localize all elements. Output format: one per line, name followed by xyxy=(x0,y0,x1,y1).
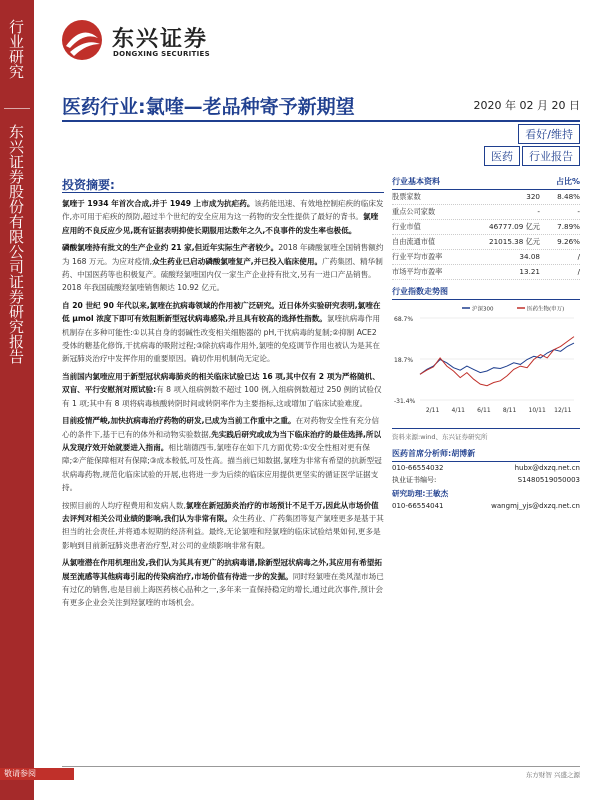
report-date: 2020 年 02 月 20 日 xyxy=(473,99,580,112)
abstract-paragraph: 从氯喹潜在作用机理出发,我们认为其具有更广的抗病毒谱,除新型冠状病毒之外,其应用有希望拓展至流感等其他病毒引起的传染病治疗,市场价值有待进一步的发掘。同时羟氯喹在类风湿市场已有过亿的销售,也是目前上海医药核心品种之一,多年来一直保持稳定的增长,通过此次事件,预计会有更多企业会关注到羟氯喹的市场机会。 xyxy=(62,558,384,608)
x-tick-label: 12/11 xyxy=(554,407,572,414)
logo-cn-text: 东兴证券 xyxy=(112,27,209,52)
researcher-email: wangmj_yjs@dxzq.net.cn xyxy=(491,502,580,510)
rating-badge: 看好/维持 xyxy=(518,124,580,144)
header-divider xyxy=(62,120,580,122)
legend-label: 医药生物(申万) xyxy=(527,306,565,313)
researcher-phone: 010-66554041 xyxy=(392,502,444,510)
footer-divider xyxy=(62,766,580,767)
basic-info-cell: 320 xyxy=(526,192,540,201)
rating-row xyxy=(420,124,580,144)
abstract-title: 投资摘要: xyxy=(62,178,115,192)
report-type-badge: 行业报告 xyxy=(522,146,580,166)
right-panel xyxy=(392,176,580,512)
basic-info-table xyxy=(392,190,580,280)
x-tick-label: 2/11 xyxy=(425,407,440,414)
abstract-paragraph: 按照目前的人均疗程费用和发病人数,氯喹在新冠肺炎治疗的市场预计不足千万,因此从市场价值去评判对相关公司业绩的影响,我们认为非常有限。众生药业、广药集团等复产氯喹更多是基于其担当的社会责任,并将通本短期的经济利益。最终,无论氯喹和羟氯喹的临床试验结果如何,更多是影响到目前新冠肺炎患者治疗型,对公司的业绩影响非常有限。 xyxy=(62,500,384,550)
abstract-paragraph: 自 20 世纪 90 年代以来,氯喹在抗病毒领域的作用被广泛研究。近日体外实验研究表明,氯喹在低 μmol 浓度下即可有效阻断新型冠状病毒感染,并且具有较高的选择性指数。氯喹抗病毒作用机制存在多种可能性:①以其自身的弱碱性改变相关细胞器的 pH,干扰病毒的复制;②抑制 ACE2 受体的糖基化修饰,干扰病毒的吸附过程;③除抗病毒作用外,氯喹的免疫调节作用也被认为是其在新冠肺炎治疗中发挥作用的重要原因。确切作用机制尚无定论。 xyxy=(62,300,381,364)
basic-info-cell: 行业市值 xyxy=(392,222,421,231)
y-tick-label: 68.7% xyxy=(394,316,414,323)
basic-info-cell: 9.26% xyxy=(557,237,580,246)
analyst-cert-row xyxy=(392,474,580,486)
sidebar-top-label: 行 业 研 究 xyxy=(8,18,25,81)
basic-info-cell: 市场平均市盈率 xyxy=(392,267,443,276)
basic-info-row xyxy=(392,265,580,280)
basic-info-cell: 行业平均市盈率 xyxy=(392,252,443,261)
researcher-contact-row xyxy=(392,500,580,512)
sidebar xyxy=(0,0,34,800)
analyst-email: hubx@dxzq.net.cn xyxy=(514,464,580,472)
researcher-name: 研究助理:王敏杰 xyxy=(392,489,449,498)
company-logo xyxy=(60,18,240,68)
logo-en-text: DONGXING SECURITIES xyxy=(113,50,210,58)
chart-title: 行业指数走势图 xyxy=(392,287,448,296)
report-title: 医药行业:氯喹—老品种寄予新期望 xyxy=(62,96,355,118)
report-tags xyxy=(420,124,580,166)
basic-info-title: 行业基本资料 xyxy=(392,177,440,186)
basic-info-pct-header: 占比% xyxy=(555,177,580,186)
x-tick-label: 8/11 xyxy=(502,407,517,414)
basic-info-cell: 8.48% xyxy=(557,192,580,201)
basic-info-cell: 重点公司家数 xyxy=(392,207,436,216)
sector-row xyxy=(420,146,580,166)
abstract-paragraph: 目前疫情严峻,加快抗病毒治疗药物的研发,已成为当前工作重中之重。在对药物安全性有充分信心的条件下,基于已有的体外和动物实验数据,先实践后研究或成为当下临床治疗的最佳选择,所以从发现疗效开始就要进入指南。相比瑞德西韦,氯喹存在如下几方面优势:①安全性相对更有保障;②产能保障相对有保障;③成本較低,可及性高。描当前已知数据,氯喹为非常有希望的抗新型冠状病毒药物,规范化临床试验的开展,也将进一步为后续的临床应用提供更坚实的循证医学证据支持。 xyxy=(62,416,382,493)
analyst-contact-row xyxy=(392,462,580,474)
index-chart xyxy=(392,300,580,429)
footer-slogan: 东方财智 兴盛之源 xyxy=(525,771,580,779)
x-tick-label: 6/11 xyxy=(477,407,491,414)
basic-info-cell: 46777.09 亿元 xyxy=(489,222,540,231)
chart-source: 资料来源:wind、东兴证券研究所 xyxy=(392,433,488,441)
abstract-paragraph: 当前国内氯喹应用于新型冠状病毒肺炎的相关临床试验已达 16 项,其中仅有 2 项为严格随机、双盲、平行安慰剂对照试验:有 8 项入组病例数不超过 100 例,入组病例数超过 250 例的试验仅有 1 项;其中有 8 项将病毒核酸转阴时间或转阴率作为主要指标,这或增加了临床试验难度。 xyxy=(62,371,382,408)
basic-info-cell: 34.08 xyxy=(519,252,540,261)
footer-left-label: 敬请参阅 xyxy=(0,768,74,780)
basic-info-cell: - xyxy=(537,207,540,216)
logo-emblem-icon xyxy=(60,18,104,62)
abstract-divider xyxy=(62,192,384,193)
sidebar-divider xyxy=(4,108,30,109)
index-chart-svg xyxy=(392,300,580,428)
basic-info-row xyxy=(392,220,580,235)
basic-info-cell: 21015.38 亿元 xyxy=(489,237,540,246)
sidebar-bottom-label: 东 兴 证 券 股 份 有 限 公 司 证 券 研 究 报 告 xyxy=(8,123,25,366)
y-tick-label: 18.7% xyxy=(394,357,414,364)
abstract-body xyxy=(62,197,384,614)
analyst-cert-number: S1480519050003 xyxy=(517,476,580,484)
abstract-paragraph: 磷酸氯喹持有批文的生产企业约 21 家,但近年实际生产者较少。2018 年磷酸氯喹全国销售额约为 168 万元。为应对疫情,众生药业已启动磷酸氯喹复产,并已投入临床使用。广药集团、精华制药、中国医药等也积极复产。硫酸羟氯喹国内仅一家生产企业持有批文,另有一进口产品销售。2018 年我国硫酸羟氯喹销售额达 10.92 亿元。 xyxy=(62,243,384,293)
analyst-phone: 010-66554032 xyxy=(392,464,444,472)
analyst-title: 医药首席分析师:胡博新 xyxy=(392,444,580,462)
sector-badge: 医药 xyxy=(484,146,520,166)
basic-info-row xyxy=(392,205,580,220)
x-tick-label: 10/11 xyxy=(528,407,546,414)
basic-info-cell: / xyxy=(577,267,580,276)
series-line xyxy=(420,343,574,374)
y-tick-label: -31.4% xyxy=(394,398,416,405)
basic-info-cell: 自由流通市值 xyxy=(392,237,436,246)
x-tick-label: 4/11 xyxy=(451,407,465,414)
sidebar-bottom xyxy=(0,125,34,365)
legend-label: 沪深300 xyxy=(472,306,494,313)
series-line xyxy=(420,337,574,386)
chart-header xyxy=(392,286,580,300)
basic-info-row xyxy=(392,250,580,265)
sidebar-top xyxy=(0,0,34,100)
analyst-cert-label: 执业证书编号: xyxy=(392,476,437,484)
abstract-paragraph: 氯喹于 1934 年首次合成,并于 1949 上市成为抗疟药。该药能迅速、有效地控制疟疾的临床发作,亦可用于疟疾的预防,超过半个世纪的安全应用为这一药物的安全性提供了最好的背书。氯喹应用的不良反应少见,既有证据表明抑使长期服用达数年之久,不良事件的发生率也极低。 xyxy=(62,199,384,235)
basic-info-cell: / xyxy=(577,252,580,261)
basic-info-header xyxy=(392,176,580,190)
basic-info-cell: 7.89% xyxy=(557,222,580,231)
basic-info-cell: 股票家数 xyxy=(392,192,421,201)
basic-info-row xyxy=(392,190,580,205)
basic-info-cell: - xyxy=(577,207,580,216)
basic-info-row xyxy=(392,235,580,250)
basic-info-cell: 13.21 xyxy=(519,267,540,276)
